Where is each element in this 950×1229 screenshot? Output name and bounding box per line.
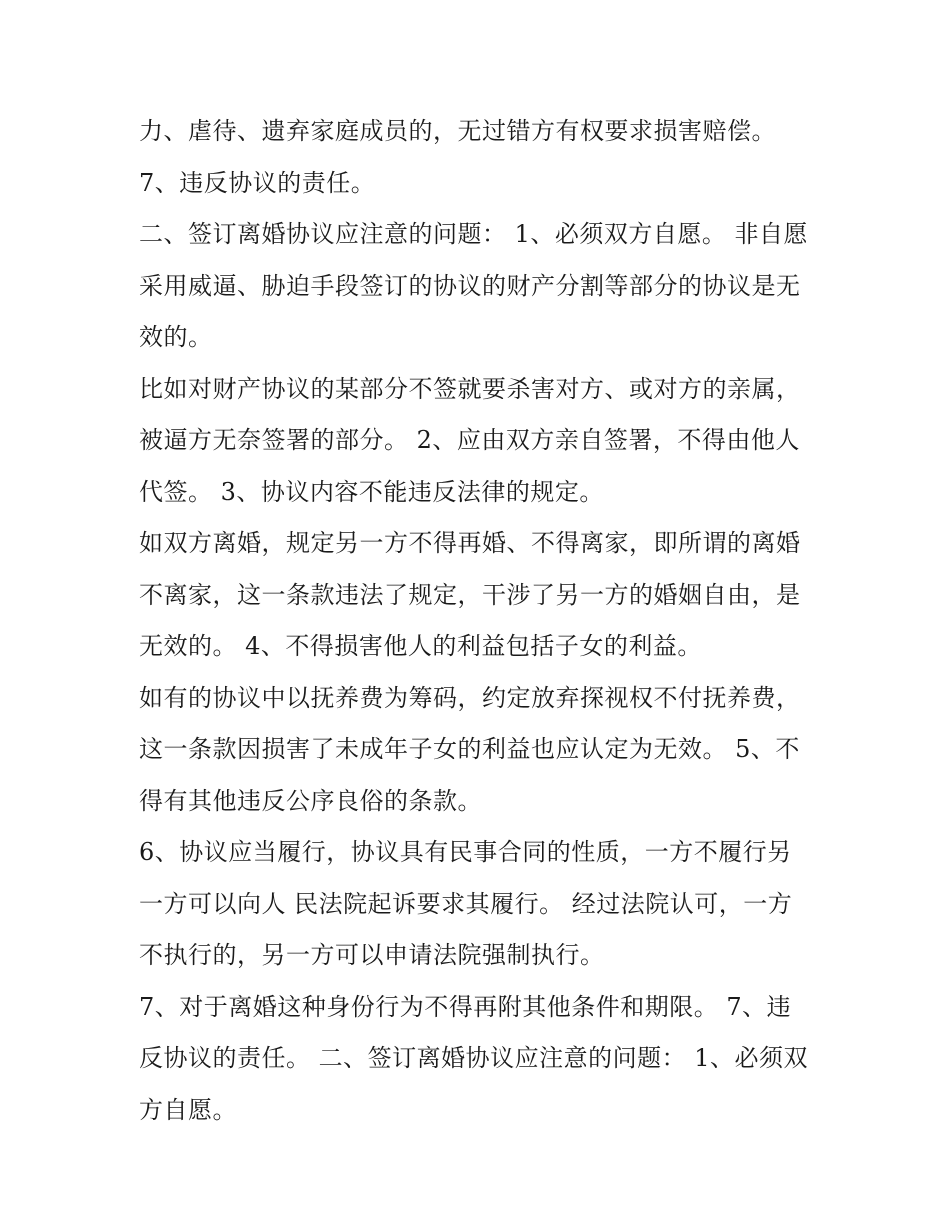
text-line: 得有其他违反公序良俗的条款。 bbox=[139, 786, 482, 815]
text-line: 二、签订离婚协议应注意的问题： 1、必须双方自愿。 非自愿 bbox=[139, 220, 809, 248]
text-line: 被逼方无奈签署的部分。 2、应由双方亲自签署，不得由他人 bbox=[139, 426, 800, 454]
text-line: 不离家，这一条款违法了规定，干涉了另一方的婚姻自由，是 bbox=[139, 580, 801, 609]
text-line: 比如对财产协议的某部分不签就要杀害对方、或对方的亲属， bbox=[139, 374, 801, 403]
text-line: 如有的协议中以抚养费为筹码，约定放弃探视权不付抚养费， bbox=[139, 683, 801, 712]
text-line: 反协议的责任。 二、签订离婚协议应注意的问题： 1、必须双 bbox=[139, 1044, 809, 1072]
text-line: 效的。 bbox=[139, 323, 213, 351]
text-line: 采用威逼、胁迫手段签订的协议的财产分割等部分的协议是无 bbox=[139, 271, 801, 300]
text-line: 如双方离婚，规定另一方不得再婚、不得离家，即所谓的离婚 bbox=[139, 529, 801, 557]
text-line: 力、虐待、遗弃家庭成员的，无过错方有权要求损害赔偿。 bbox=[139, 117, 776, 145]
text-line: 7、对于离婚这种身份行为不得再附其他条件和期限。 7、违 bbox=[139, 992, 792, 1021]
text-line: 这一条款因损害了未成年子女的利益也应认定为无效。 5、不 bbox=[139, 735, 800, 763]
text-line: 一方可以向人 民法院起诉要求其履行。 经过法院认可，一方 bbox=[139, 889, 793, 918]
document-body bbox=[139, 106, 819, 1136]
text-line: 无效的。 4、不得损害他人的利益包括子女的利益。 bbox=[139, 632, 702, 660]
text-line: 代签。 3、协议内容不能违反法律的规定。 bbox=[139, 477, 604, 506]
text-line: 不执行的，另一方可以申请法院强制执行。 bbox=[139, 941, 605, 969]
text-line: 7、违反协议的责任。 bbox=[139, 168, 376, 197]
text-line: 6、协议应当履行，协议具有民事合同的性质，一方不履行另 bbox=[139, 838, 792, 866]
text-line: 方自愿。 bbox=[139, 1095, 237, 1124]
